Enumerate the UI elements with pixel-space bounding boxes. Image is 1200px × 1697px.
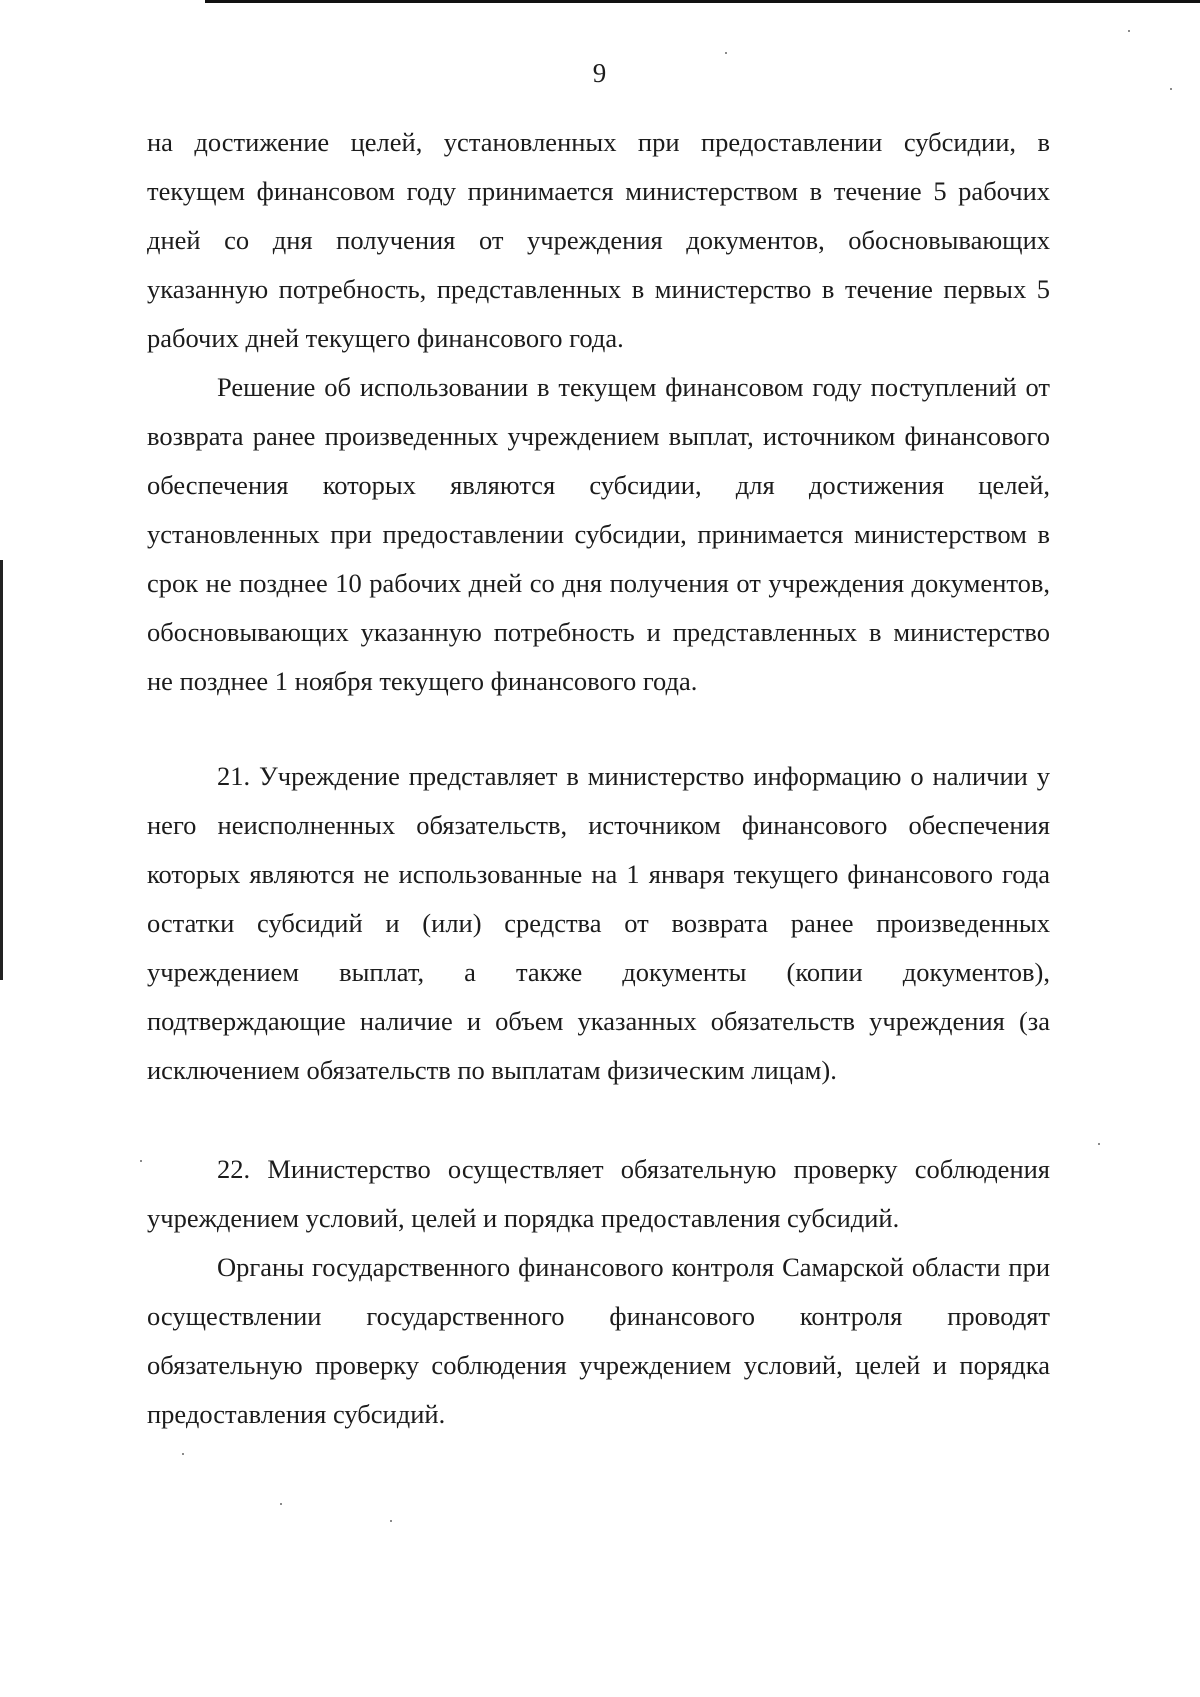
scan-speck — [1128, 30, 1130, 32]
scan-top-border — [205, 0, 1200, 3]
scan-speck — [182, 1453, 184, 1455]
paragraph-text: 21. Учреждение представляет в министерство информацию о наличии у него неисполненных обязательств, источником финансового обеспечения которых являются не использованные на 1 января текущего финансового года остатки субсидий и (или) средства от возврата ранее произведенных учреждением выплат, а также документы (копии документов), подтверждающие наличие и объем указанных обязательств учреждения (за исключением обязательств по выплатам физическим лицам). — [147, 761, 1050, 1085]
scan-left-edge — [0, 560, 3, 980]
paragraph-text: 22. Министерство осуществляет обязательную проверку соблюдения учреждением условий, целей и порядка предоставления субсидий. — [147, 1154, 1050, 1233]
paragraph-financial-control — [147, 1243, 1050, 1439]
paragraph-item-22 — [147, 1145, 1050, 1243]
scan-speck — [1170, 88, 1172, 90]
scan-speck — [390, 1520, 392, 1522]
paragraph-text: Решение об использовании в текущем финансовом году поступлений от возврата ранее произведенных учреждением выплат, источником финансового обеспечения которых являются субсидии, для достижения целей, установленных при предоставлении субсидии, принимается министерством в срок не позднее 10 рабочих дней со дня получения от учреждения документов, обосновывающих указанную потребность и представленных в министерство не позднее 1 ноября текущего финансового года. — [147, 372, 1050, 696]
scan-speck — [280, 1503, 282, 1505]
paragraph-continuation — [147, 118, 1050, 363]
scan-speck — [1098, 1143, 1100, 1145]
paragraph-text: на достижение целей, установленных при предоставлении субсидии, в текущем финансовом году принимается министерством в течение 5 рабочих дней со дня получения от учреждения документов, обосновывающих указанную потребность, представленных в министерство в течение первых 5 рабочих дней текущего финансового года. — [147, 127, 1050, 353]
paragraph-item-21 — [147, 752, 1050, 1095]
paragraph-text: Органы государственного финансового контроля Самарской области при осуществлении государственного финансового контроля проводят обязательную проверку соблюдения учреждением условий, целей и порядка предоставления субсидий. — [147, 1252, 1050, 1429]
scan-speck — [140, 1160, 142, 1162]
scan-speck — [725, 52, 727, 54]
paragraph-decision-returns — [147, 363, 1050, 706]
page-number: 9 — [592, 58, 608, 88]
